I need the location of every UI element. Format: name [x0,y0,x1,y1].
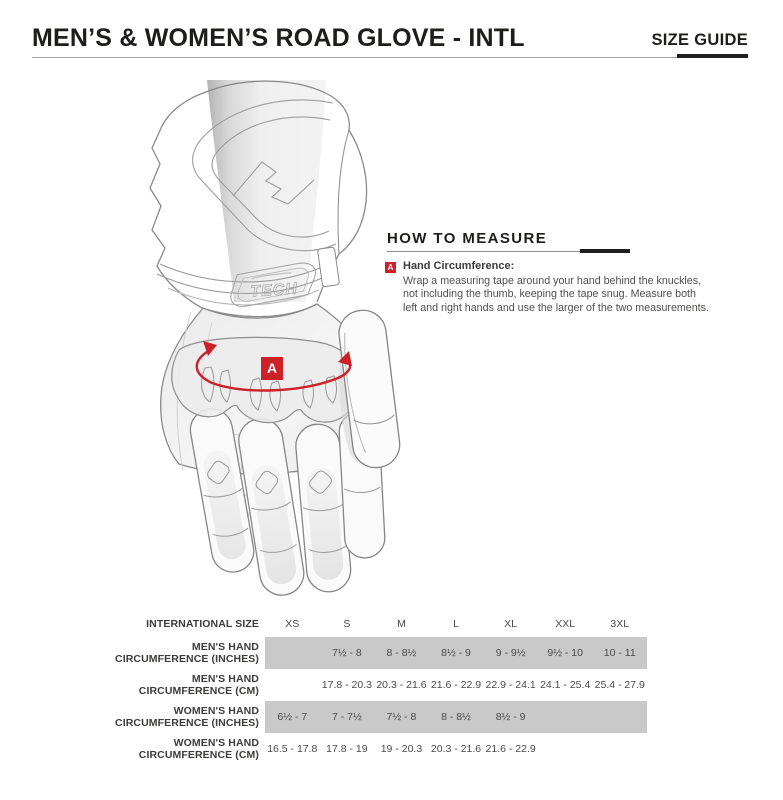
table-row-mens-inches [60,637,647,669]
table-cell: 19 - 20.3 [380,743,423,755]
table-cell: 25.4 - 27.9 [594,679,645,691]
table-cell: 22.9 - 24.1 [485,679,536,691]
table-cell: 24.1 - 25.4 [540,679,591,691]
table-cell [265,637,320,669]
size-col-3xl: 3XL [610,617,630,630]
table-cell [265,669,320,701]
measure-line-1: Wrap a measuring tape around your hand behind the knuckles, [403,275,702,287]
table-cell: 6½ - 7 [265,701,320,733]
table-cell: 20.3 - 21.6 [376,679,427,691]
table-cell: 17.8 - 20.3 [321,679,372,691]
table-cell: 7½ - 8 [374,701,429,733]
table-cell: 9½ - 10 [538,637,593,669]
row-label: MEN'S HAND CIRCUMFERENCE (CM) [138,673,259,697]
size-col-xxl: XXL [555,617,576,630]
tape-marker-a: A [261,357,283,380]
table-cell [538,733,593,765]
table-cell: 20.3 - 21.6 [430,743,482,755]
table-cell: 21.6 - 22.9 [485,743,536,755]
table-row-womens-cm [60,733,647,765]
row-label: WOMEN'S HAND CIRCUMFERENCE (INCHES) [115,705,259,729]
row-label: MEN'S HAND CIRCUMFERENCE (INCHES) [115,641,259,665]
international-size-label: INTERNATIONAL SIZE [146,617,259,630]
table-cell [538,701,593,733]
measure-instructions [403,275,709,315]
table-cell: 7½ - 8 [320,637,375,669]
table-header-row [60,610,647,637]
forearm-band [207,80,326,302]
size-col-s: S [343,617,351,630]
table-cell: 8½ - 9 [429,637,484,669]
measure-heading: HOW TO MEASURE [387,230,548,247]
table-cell: 9 - 9½ [483,637,538,669]
page-title: MEN’S & WOMEN’S ROAD GLOVE - INTL [32,24,525,52]
size-col-m: M [397,617,406,630]
measure-marker-a: A [385,262,396,273]
table-cell: 16.5 - 17.8 [267,743,318,755]
size-table [60,610,647,765]
table-cell [592,701,647,733]
wrist-buckle [317,247,339,287]
table-cell [592,733,647,765]
size-col-xl: XL [504,617,518,630]
table-cell: 17.8 - 19 [326,743,368,755]
table-header-label [60,610,265,637]
measure-rule-accent [580,249,630,253]
size-col-xs: XS [285,617,300,630]
patch-text: TECH [249,280,299,301]
table-row-womens-inches [60,701,647,733]
measure-line-2: not including the thumb, keeping the tape snug. Measure both [403,288,696,301]
size-col-l: L [453,617,459,630]
size-guide-label: SIZE GUIDE [651,31,748,49]
table-cell: 10 - 11 [592,637,647,669]
measure-line-3: left and right hands and use the larger of the two measurements. [403,301,709,314]
measure-label: Hand Circumference: [403,260,515,272]
table-cell: 8½ - 9 [483,701,538,733]
row-label: WOMEN'S HAND CIRCUMFERENCE (CM) [138,737,259,761]
table-cell: 21.6 - 22.9 [430,679,482,691]
table-row-mens-cm [60,669,647,701]
table-cell: 8 - 8½ [429,701,484,733]
table-cell: 8 - 8½ [374,637,429,669]
table-cell: 7 - 7½ [320,701,375,733]
